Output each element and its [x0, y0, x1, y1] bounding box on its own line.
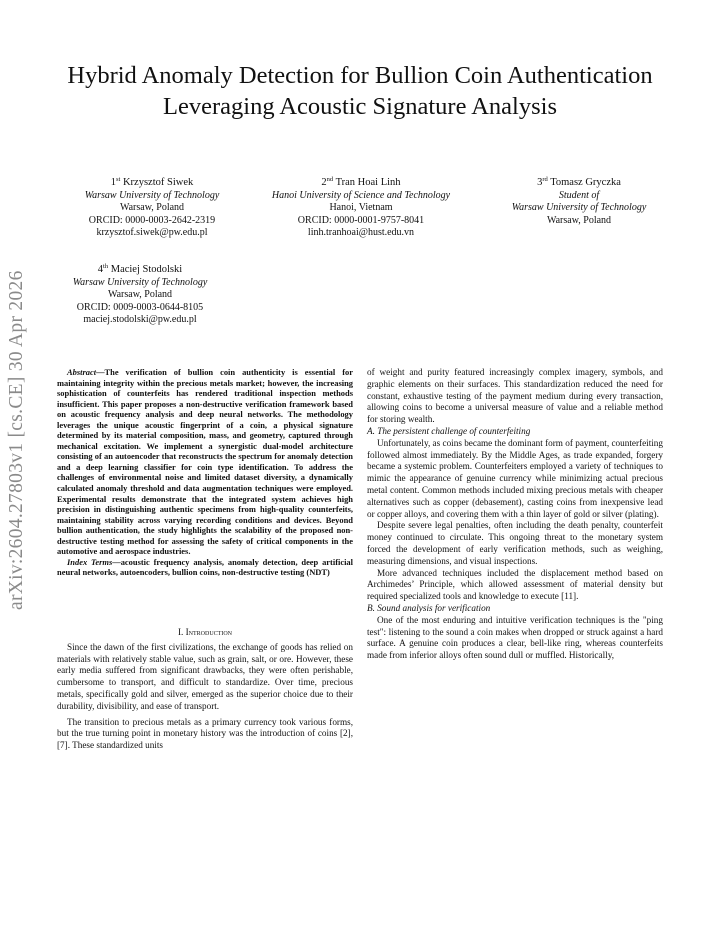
left-column-body: [57, 621, 353, 752]
paragraph: Since the dawn of the first civilizations, the exchange of goods has relied on materials with relatively stable value, such as grain, salt, or ore. However, these early media suffered from significant drawbacks, they were often perishable, cumbersome to transport, and difficult to standardize. Over time, precious metals, specifically gold and silver, emerged as the superior choice due to their durability, divisibility, and ease of transport.: [57, 641, 353, 711]
abstract-label: Abstract: [67, 367, 97, 377]
author-affiliation: Hanoi University of Science and Technology: [271, 189, 451, 201]
author-name: 2nd Tran Hoai Linh: [321, 176, 401, 188]
paragraph: Unfortunately, as coins became the dominant form of payment, counterfeiting followed almost immediately. By the Middle Ages, as trade expanded, forgery became a systemic problem. Counterfeiters employed a variety of techniques to mimic the appearance of genuine currency while minimizing actual precious metal content. Common methods included mixing precious metals with cheaper alternatives such as copper (debasement), casting coins from inexpensive lead or copper alloys, and covering them with a thin layer of gold or silver (plating).: [367, 437, 663, 519]
abstract-text: Abstract—The verification of bullion coin authenticity is essential for maintaining integrity within the precious metals market; however, the increasing sophistication of counterfeits has rendered traditional inspection methods insufficient. This paper proposes a non-destructive verification framework based on acoustic frequency analysis and deep neural networks. The methodology leverages the unique acoustic fingerprint of a coin, a physical signature determined by its material composition, mass, and geometry, captured through mechanical excitation. We implement a synergistic dual-model architecture consisting of an autoencoder that reconstructs the spectrum for anomaly detection and a deep learning classifier for coin type identification. To address the challenges of environmental noise and limited dataset diversity, a dynamically calculated anomaly threshold and data augmentation techniques were employed. Experimental results demonstrate that the integrated system achieves high precision in distinguishing authentic specimens from high-quality counterfeits, maintaining stability across varying recording conditions and devices. Beyond bullion authentication, the study highlights the scalability of the proposed non-destructive testing method for assessing the safety of critical components in the automotive and aerospace industries.: [57, 367, 353, 557]
author-location: Hanoi, Vietnam: [329, 202, 393, 214]
author-block-4: [50, 264, 230, 327]
author-block-3: [486, 177, 672, 227]
author-affiliation: Student of: [558, 189, 600, 201]
paragraph: Despite severe legal penalties, often including the death penalty, counterfeit money continued to circulate. This ongoing threat to the monetary system forced the development of early verification methods, such as weighing, measuring dimensions, and visual inspections.: [367, 520, 663, 566]
abstract-section: [57, 367, 353, 578]
author-email: krzysztof.siwek@pw.edu.pl: [96, 227, 208, 239]
paragraph: The transition to precious metals as a primary currency took various forms, but the true turning point in monetary history was the introduction of coins [2], [7]. These standardized units: [57, 716, 353, 751]
paragraph: One of the most enduring and intuitive verification techniques is the "ping test": listening to the sound a coin makes when dropped or struck against a hard surface. A genuine coin produces a clear, bell-like ring, whereas counterfeits made from inferior alloys often sound dull or muffled. Historically,: [367, 614, 663, 661]
author-affiliation: Warsaw University of Technology: [84, 189, 220, 201]
section-heading-introduction: I. Introduction: [177, 627, 233, 637]
author-location: Warsaw, Poland: [119, 202, 185, 214]
author-location: Warsaw, Poland: [107, 289, 173, 301]
author-name: 3rd Tomasz Gryczka: [537, 176, 621, 188]
paragraph: More advanced techniques included the displacement method based on Archimedes’ Principle, which allowed assessment of material density but required specialized tools and knowledge to execute [11].: [367, 567, 663, 602]
author-email: maciej.stodolski@pw.edu.pl: [83, 314, 197, 326]
author-orcid: ORCID: 0000-0001-9757-8041: [297, 214, 425, 226]
author-affiliation: Warsaw University of Technology: [511, 202, 647, 214]
arxiv-identifier: arXiv:2604.27803v1 [cs.CE] 30 Apr 2026: [6, 270, 27, 610]
paper-title: Hybrid Anomaly Detection for Bullion Coin Authentication Leveraging Acoustic Signature Analysis: [67, 62, 653, 120]
subsection-heading-b: B. Sound analysis for verification: [367, 602, 491, 613]
author-orcid: ORCID: 0000-0003-2642-2319: [88, 214, 216, 226]
right-column-body: [367, 367, 663, 662]
index-terms-label: Index Terms: [67, 556, 113, 567]
subsection-heading-a: A. The persistent challenge of counterfeiting: [367, 425, 531, 436]
paragraph: of weight and purity featured increasingly complex imagery, symbols, and graphic elements on their surfaces. This standardization reduced the need for constant, exhaustive testing of the payment medium during every transaction, allowing coins to become a universal measure of value and a reliable method for storing wealth.: [367, 367, 663, 425]
author-block-1: [62, 177, 242, 240]
author-orcid: ORCID: 0009-0003-0644-8105: [76, 301, 204, 313]
author-affiliation: Warsaw University of Technology: [72, 276, 208, 288]
author-block-2: [258, 177, 464, 240]
index-terms: Index Terms—acoustic frequency analysis, anomaly detection, deep artificial neural networks, autoencoders, bullion coins, non-destructive testing (NDT): [57, 556, 353, 578]
author-location: Warsaw, Poland: [546, 214, 612, 226]
author-name: 4th Maciej Stodolski: [97, 263, 183, 275]
author-email: linh.tranhoai@hust.edu.vn: [307, 227, 415, 239]
author-name: 1st Krzysztof Siwek: [110, 176, 194, 188]
